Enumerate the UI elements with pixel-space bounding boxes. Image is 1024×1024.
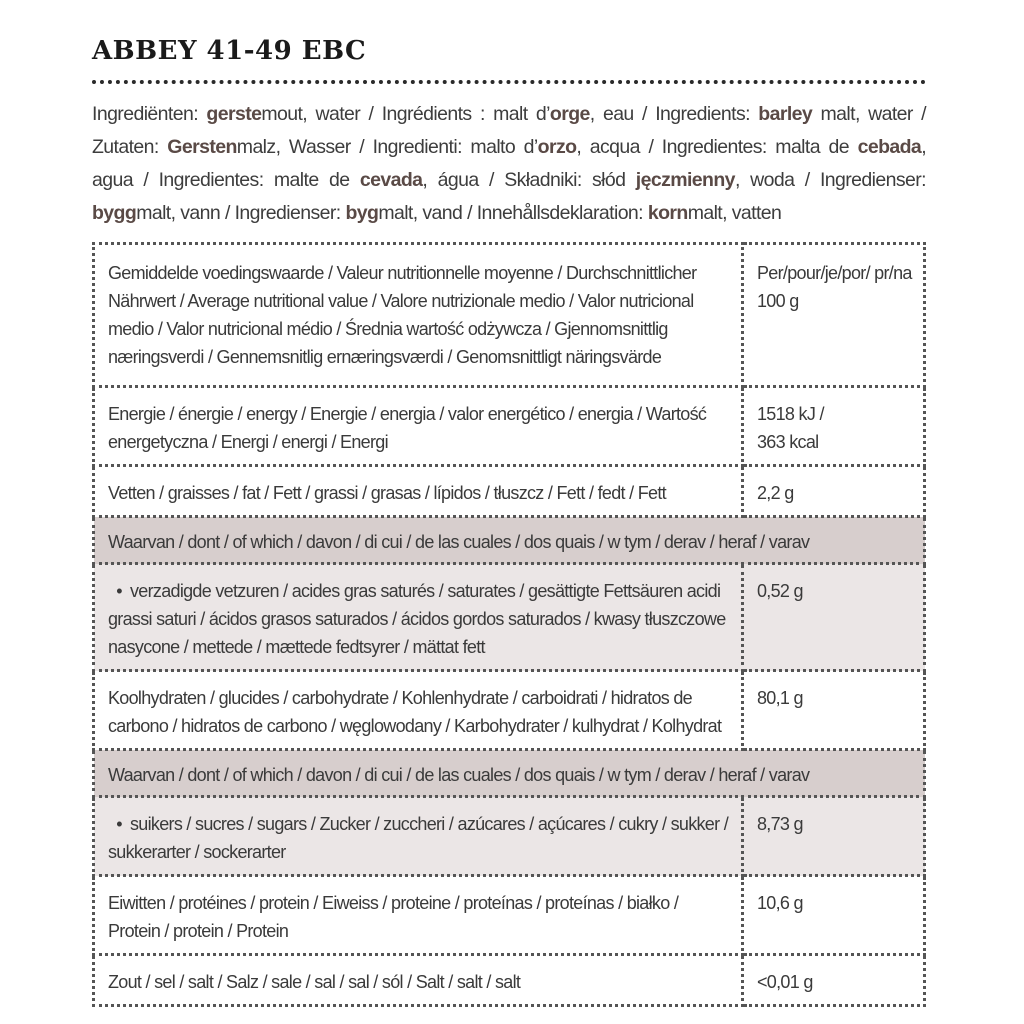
energy-value — [743, 387, 925, 466]
allergen-highlight: gerste — [206, 103, 262, 125]
saturates-value: 0,52 g — [743, 564, 925, 671]
saturates-label: verzadigde vetzuren / acides gras saturés / saturates / gesättigte Fettsäuren acidi grassi saturi / ácidos grasos saturados / ácidos gordos saturados / kwasy tłuszczowe nasycone / mettede / mættede fedtsyrer / mättat fett — [108, 581, 726, 657]
ingredients-run: malz, Wasser / Ingredienti: malto d’ — [236, 136, 538, 158]
ingredients-run: malt, vatten — [687, 202, 782, 224]
ingredients-text — [92, 98, 926, 230]
energy-row — [94, 387, 925, 466]
ingredients-run: , acqua / Ingredientes: malta de — [576, 136, 858, 158]
fat-of-which-row — [94, 517, 925, 564]
nutrition-table — [92, 242, 926, 1007]
allergen-highlight: korn — [647, 202, 688, 224]
allergen-highlight: cevada — [359, 169, 423, 191]
fat-row — [94, 466, 925, 517]
product-title: ABBEY 41-49 EBC — [92, 36, 367, 66]
carbohydrate-row — [94, 671, 925, 750]
header-label: Gemiddelde voedingswaarde / Valeur nutritionnelle moyenne / Durchschnittlicher Nährwert / Average nutritional value / Valore nutrizionale medio / Valor nutricional medio / Valor nutricional médio / Średnia wartość odżywcza / Gjennomsnittlig næringsverdi / Gennemsnitlig ernæringsværdi / Genomsnittligt näringsvärde — [94, 244, 743, 387]
protein-row — [94, 876, 925, 955]
fat-value: 2,2 g — [743, 466, 925, 517]
energy-kj: 1518 kJ / — [757, 404, 824, 424]
allergen-highlight: orzo — [537, 136, 577, 158]
salt-value: <0,01 g — [743, 955, 925, 1006]
saturates-row — [94, 564, 925, 671]
ingredients-run: , agua / Ingredientes: malte de — [92, 136, 927, 191]
protein-value: 10,6 g — [743, 876, 925, 955]
sugars-cell — [94, 797, 743, 876]
ingredients-run: Ingrediënten: — [92, 103, 207, 125]
carbohydrate-value: 80,1 g — [743, 671, 925, 750]
saturates-cell — [94, 564, 743, 671]
sugars-value: 8,73 g — [743, 797, 925, 876]
allergen-highlight: orge — [549, 103, 590, 125]
carbs-of-which-row — [94, 750, 925, 797]
title-divider — [92, 80, 926, 84]
ingredients-run: mout, water / Ingrédients : malt d’ — [261, 103, 550, 125]
sugars-label: suikers / sucres / sugars / Zucker / zuccheri / azúcares / açúcares / cukry / sukker / sukkerarter / sockerarter — [108, 814, 729, 862]
allergen-highlight: Gersten — [167, 136, 237, 158]
bullet-icon: • — [116, 581, 122, 601]
ingredients-run: malt, vand / Innehållsdeklaration: — [378, 202, 648, 224]
fat-of-which-label: Waarvan / dont / of which / davon / di cui / de las cuales / dos quais / w tym / derav / heraf / varav — [94, 517, 925, 564]
energy-kcal: 363 kcal — [757, 432, 819, 452]
ingredients-run: malt, vann / Ingredienser: — [136, 202, 346, 224]
salt-label: Zout / sel / salt / Salz / sale / sal / sal / sól / Salt / salt / salt — [94, 955, 743, 1006]
allergen-highlight: jęczmienny — [635, 169, 735, 191]
sugars-row — [94, 797, 925, 876]
ingredients-run: , água / Składniki: słód — [422, 169, 636, 191]
allergen-highlight: cebada — [857, 136, 922, 158]
energy-label: Energie / énergie / energy / Energie / energia / valor energético / energia / Wartość energetyczna / Energi / energi / Energi — [94, 387, 743, 466]
protein-label: Eiwitten / protéines / protein / Eiweiss / proteine / proteínas / proteínas / białko / Protein / protein / Protein — [94, 876, 743, 955]
allergen-highlight: barley — [758, 103, 813, 125]
carbohydrate-label: Koolhydraten / glucides / carbohydrate / Kohlenhydrate / carboidrati / hidratos de carbono / hidratos de carbono / węglowodany / Karbohydrater / kulhydrat / Kolhydrat — [94, 671, 743, 750]
ingredients-run: , eau / Ingredients: — [589, 103, 759, 125]
ingredients-run: , woda / Ingredienser: — [734, 169, 926, 191]
table-header-row — [94, 244, 925, 387]
header-per-100g: Per/pour/je/por/ pr/na 100 g — [743, 244, 925, 387]
salt-row — [94, 955, 925, 1006]
allergen-highlight: bygg — [92, 202, 137, 224]
bullet-icon: • — [116, 814, 122, 834]
carbs-of-which-label: Waarvan / dont / of which / davon / di cui / de las cuales / dos quais / w tym / derav / heraf / varav — [94, 750, 925, 797]
ingredients-run: malt, water / Zutaten: — [92, 103, 927, 158]
allergen-highlight: byg — [345, 202, 379, 224]
fat-label: Vetten / graisses / fat / Fett / grassi / grasas / lípidos / tłuszcz / Fett / fedt / Fett — [94, 466, 743, 517]
